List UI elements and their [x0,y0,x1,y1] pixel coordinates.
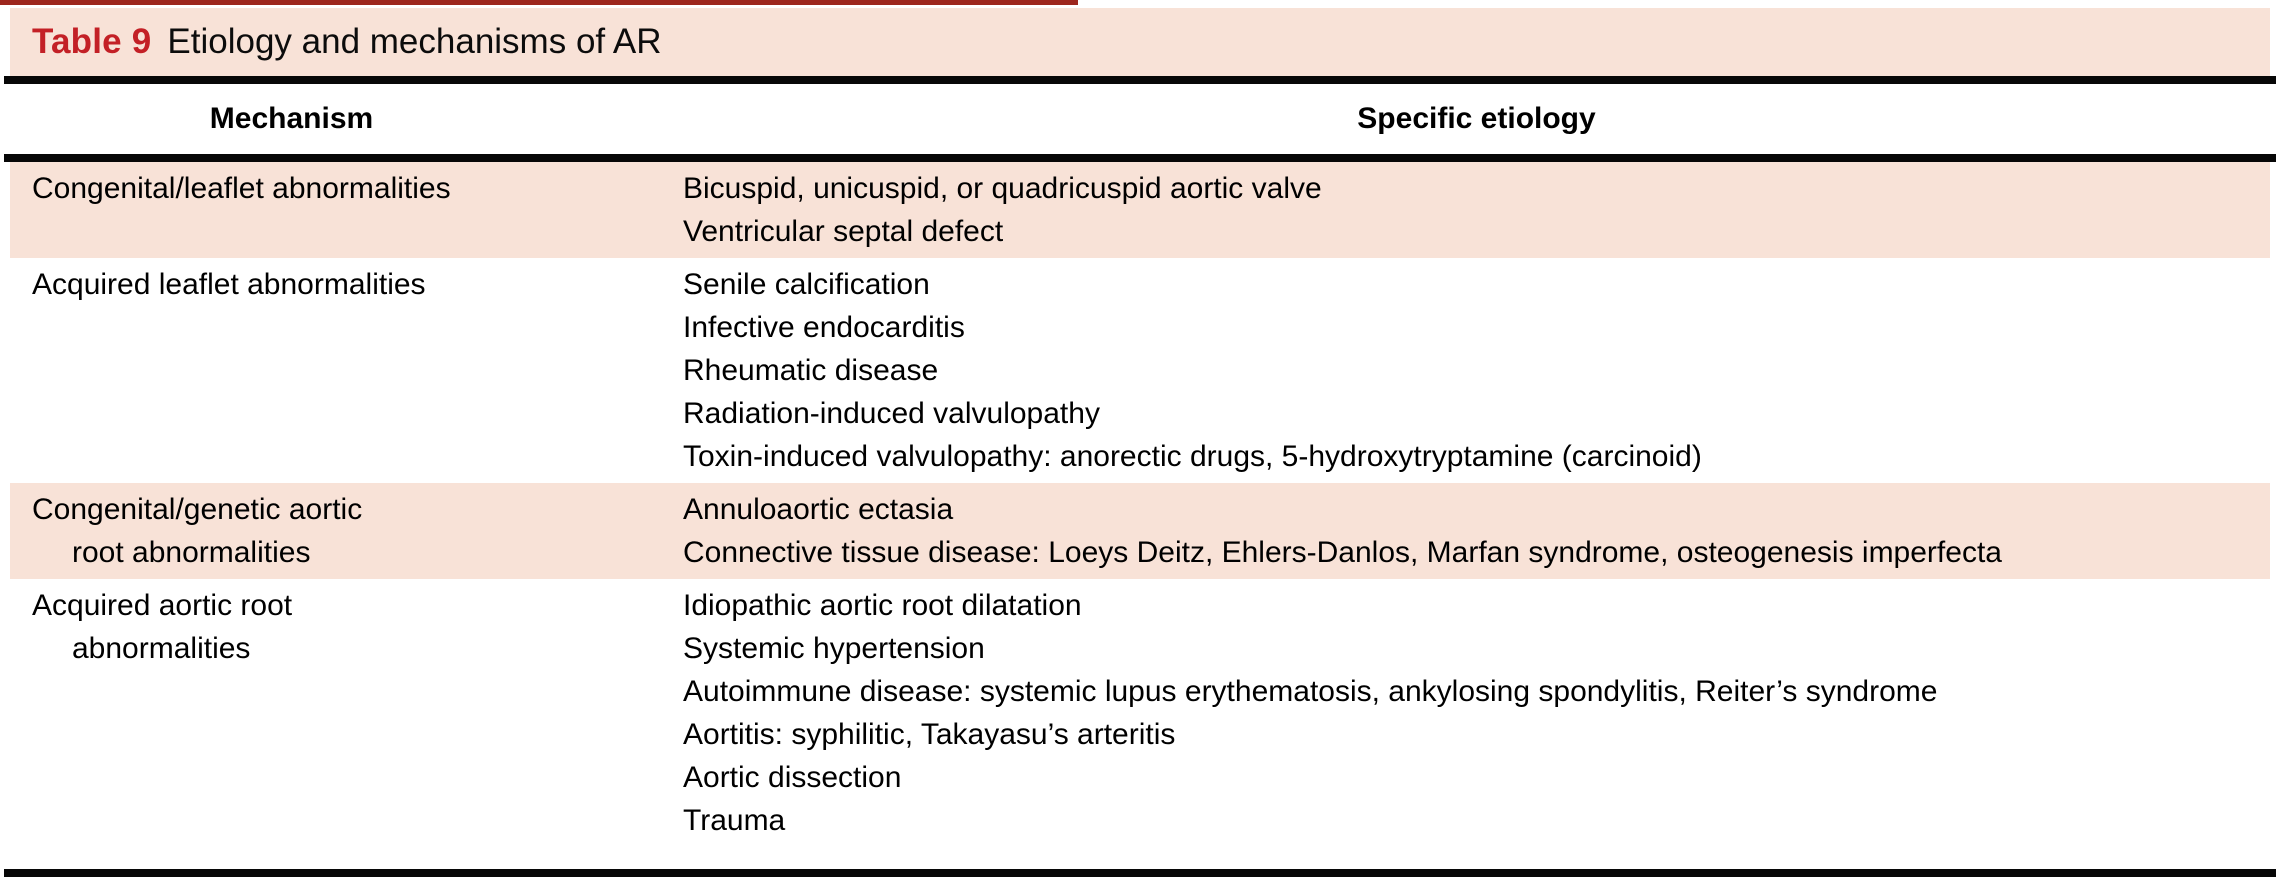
mechanism-cell [10,584,683,842]
etiology-item: Idiopathic aortic root dilatation [683,589,1082,622]
mechanism-line: Congenital/genetic aortic [32,493,363,526]
etiology-cell [683,167,2270,253]
etiology-cell [683,263,2270,478]
mechanism-line: Acquired leaflet abnormalities [32,268,426,301]
table-header-row [10,84,2270,154]
horizontal-rule-top [4,76,2276,84]
mechanism-line: Congenital/leaflet abnormalities [32,172,451,205]
etiology-table [0,8,2280,883]
table-row [10,579,2270,869]
etiology-item: Bicuspid, unicuspid, or quadricuspid aortic valve [683,172,1322,205]
etiology-item: Aortic dissection [683,761,902,794]
etiology-item: Aortitis: syphilitic, Takayasu’s arteritis [683,718,1176,751]
etiology-item: Autoimmune disease: systemic lupus erythematosis, ankylosing spondylitis, Reiter’s syndrome [683,675,1938,708]
etiology-item: Rheumatic disease [683,354,939,387]
etiology-item: Ventricular septal defect [683,215,1004,248]
etiology-item: Infective endocarditis [683,311,965,344]
etiology-item: Radiation-induced valvulopathy [683,397,1100,430]
etiology-cell [683,488,2270,574]
table-title: Etiology and mechanisms of AR [167,22,662,61]
etiology-cell [683,584,2270,842]
etiology-item: Systemic hypertension [683,632,985,665]
mechanism-cell [10,263,683,478]
bottom-margin [0,877,2280,883]
etiology-item: Senile calcification [683,268,930,301]
horizontal-rule-bottom [4,869,2276,877]
top-red-rule [0,0,1078,5]
column-header-mechanism: Mechanism [209,102,374,135]
etiology-item: Trauma [683,804,786,837]
table-number-label: Table 9 [32,22,152,61]
etiology-item: Toxin-induced valvulopathy: anorectic drugs, 5-hydroxytryptamine (carcinoid) [683,440,1702,473]
mechanism-line: abnormalities [72,632,251,665]
mechanism-cell [10,488,683,574]
table-row [10,162,2270,258]
mechanism-cell [10,167,683,253]
mechanism-line: root abnormalities [72,536,311,569]
table-row [10,483,2270,579]
table-row [10,258,2270,483]
horizontal-rule-header [4,154,2276,162]
table-caption [10,8,2270,76]
mechanism-line: Acquired aortic root [32,589,293,622]
etiology-item: Annuloaortic ectasia [683,493,954,526]
etiology-item: Connective tissue disease: Loeys Deitz, Ehlers-Danlos, Marfan syndrome, osteogenesis imperfecta [683,536,2002,569]
column-header-specific-etiology: Specific etiology [1357,102,1596,135]
